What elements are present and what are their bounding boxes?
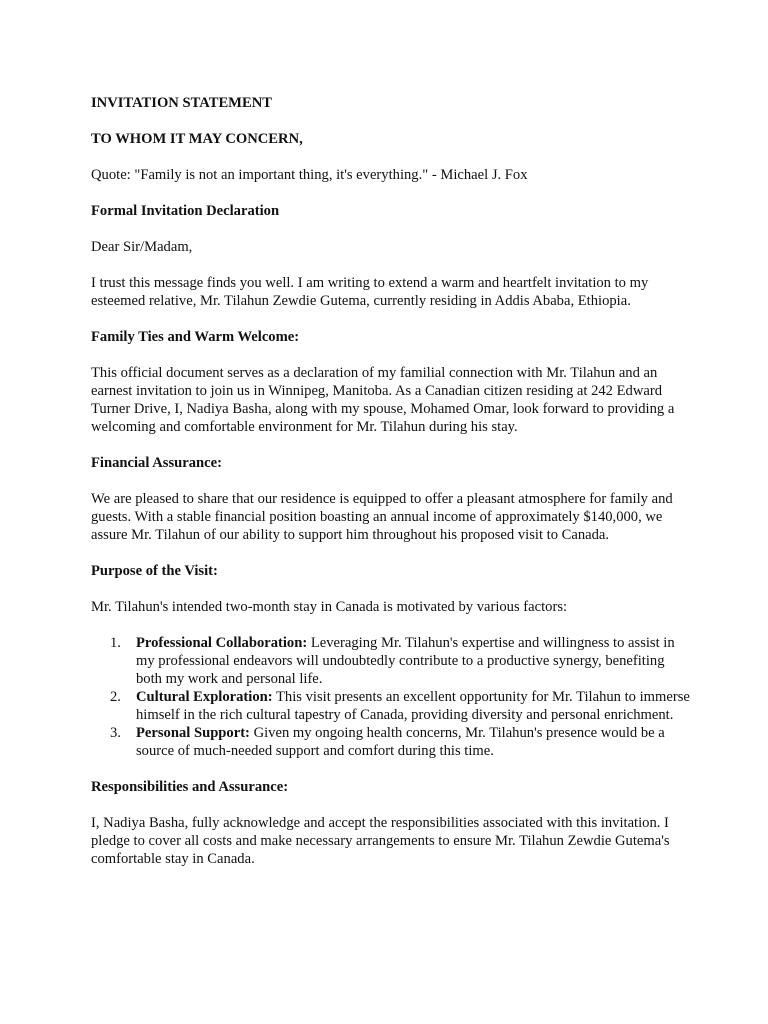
list-item-text: This visit presents an excellent opportunity for Mr. Tilahun to immerse himself in the rich cultural tapestry of Canada, providing diversity and personal enrichment.: [136, 689, 690, 723]
purpose-heading: Purpose of the Visit:: [91, 563, 218, 579]
responsibilities-paragraph: I, Nadiya Basha, fully acknowledge and accept the responsibilities associated with this invitation. I pledge to cover all costs and make necessary arrangements to ensure Mr. Tilahun Zewdie Gutema's comfortable stay in Canada.: [91, 815, 670, 867]
family-ties-paragraph: This official document serves as a declaration of my familial connection with Mr. Tilahun and an earnest invitation to join us in Winnipeg, Manitoba. As a Canadian citizen residing at 242 Edward Turner Drive, I, Nadiya Basha, along with my spouse, Mohamed Omar, look forward to providing a welcoming and comfortable environment for Mr. Tilahun during his stay.: [91, 365, 675, 435]
purpose-list-item: [91, 688, 691, 724]
document-title: INVITATION STATEMENT: [91, 95, 272, 111]
list-item-label: Personal Support:: [136, 725, 250, 741]
list-item-label: Professional Collaboration:: [136, 635, 308, 651]
purpose-intro: Mr. Tilahun's intended two-month stay in Canada is motivated by various factors:: [91, 599, 568, 615]
quote: Quote: "Family is not an important thing, it's everything." - Michael J. Fox: [91, 167, 528, 183]
purpose-list-item: [91, 634, 691, 688]
list-item-number: 3.: [110, 725, 121, 741]
financial-assurance-heading: Financial Assurance:: [91, 455, 222, 471]
greeting: Dear Sir/Madam,: [91, 239, 193, 255]
list-item-text: Given my ongoing health concerns, Mr. Tilahun's presence would be a source of much-needed support and comfort during this time.: [136, 725, 665, 759]
responsibilities-heading: Responsibilities and Assurance:: [91, 779, 289, 795]
list-item-text: Leveraging Mr. Tilahun's expertise and willingness to assist in my professional endeavors will undoubtedly contribute to a productive synergy, benefiting both my work and personal life.: [136, 635, 675, 687]
list-item-number: 1.: [110, 635, 121, 651]
purpose-list-item: [91, 724, 691, 760]
financial-assurance-paragraph: We are pleased to share that our residence is equipped to offer a pleasant atmosphere for family and guests. With a stable financial position boasting an annual income of approximately $140,000, we assure Mr. Tilahun of our ability to support him throughout his proposed visit to Canada.: [91, 491, 673, 543]
document-page: [91, 94, 691, 886]
family-ties-heading: Family Ties and Warm Welcome:: [91, 329, 300, 345]
declaration-heading: Formal Invitation Declaration: [91, 203, 280, 219]
salutation-header: TO WHOM IT MAY CONCERN,: [91, 131, 303, 147]
list-item-label: Cultural Exploration:: [136, 689, 273, 705]
purpose-list: [91, 634, 691, 760]
intro-paragraph: I trust this message finds you well. I am writing to extend a warm and heartfelt invitation to my esteemed relative, Mr. Tilahun Zewdie Gutema, currently residing in Addis Ababa, Ethiopia.: [91, 275, 649, 309]
list-item-number: 2.: [110, 689, 121, 705]
